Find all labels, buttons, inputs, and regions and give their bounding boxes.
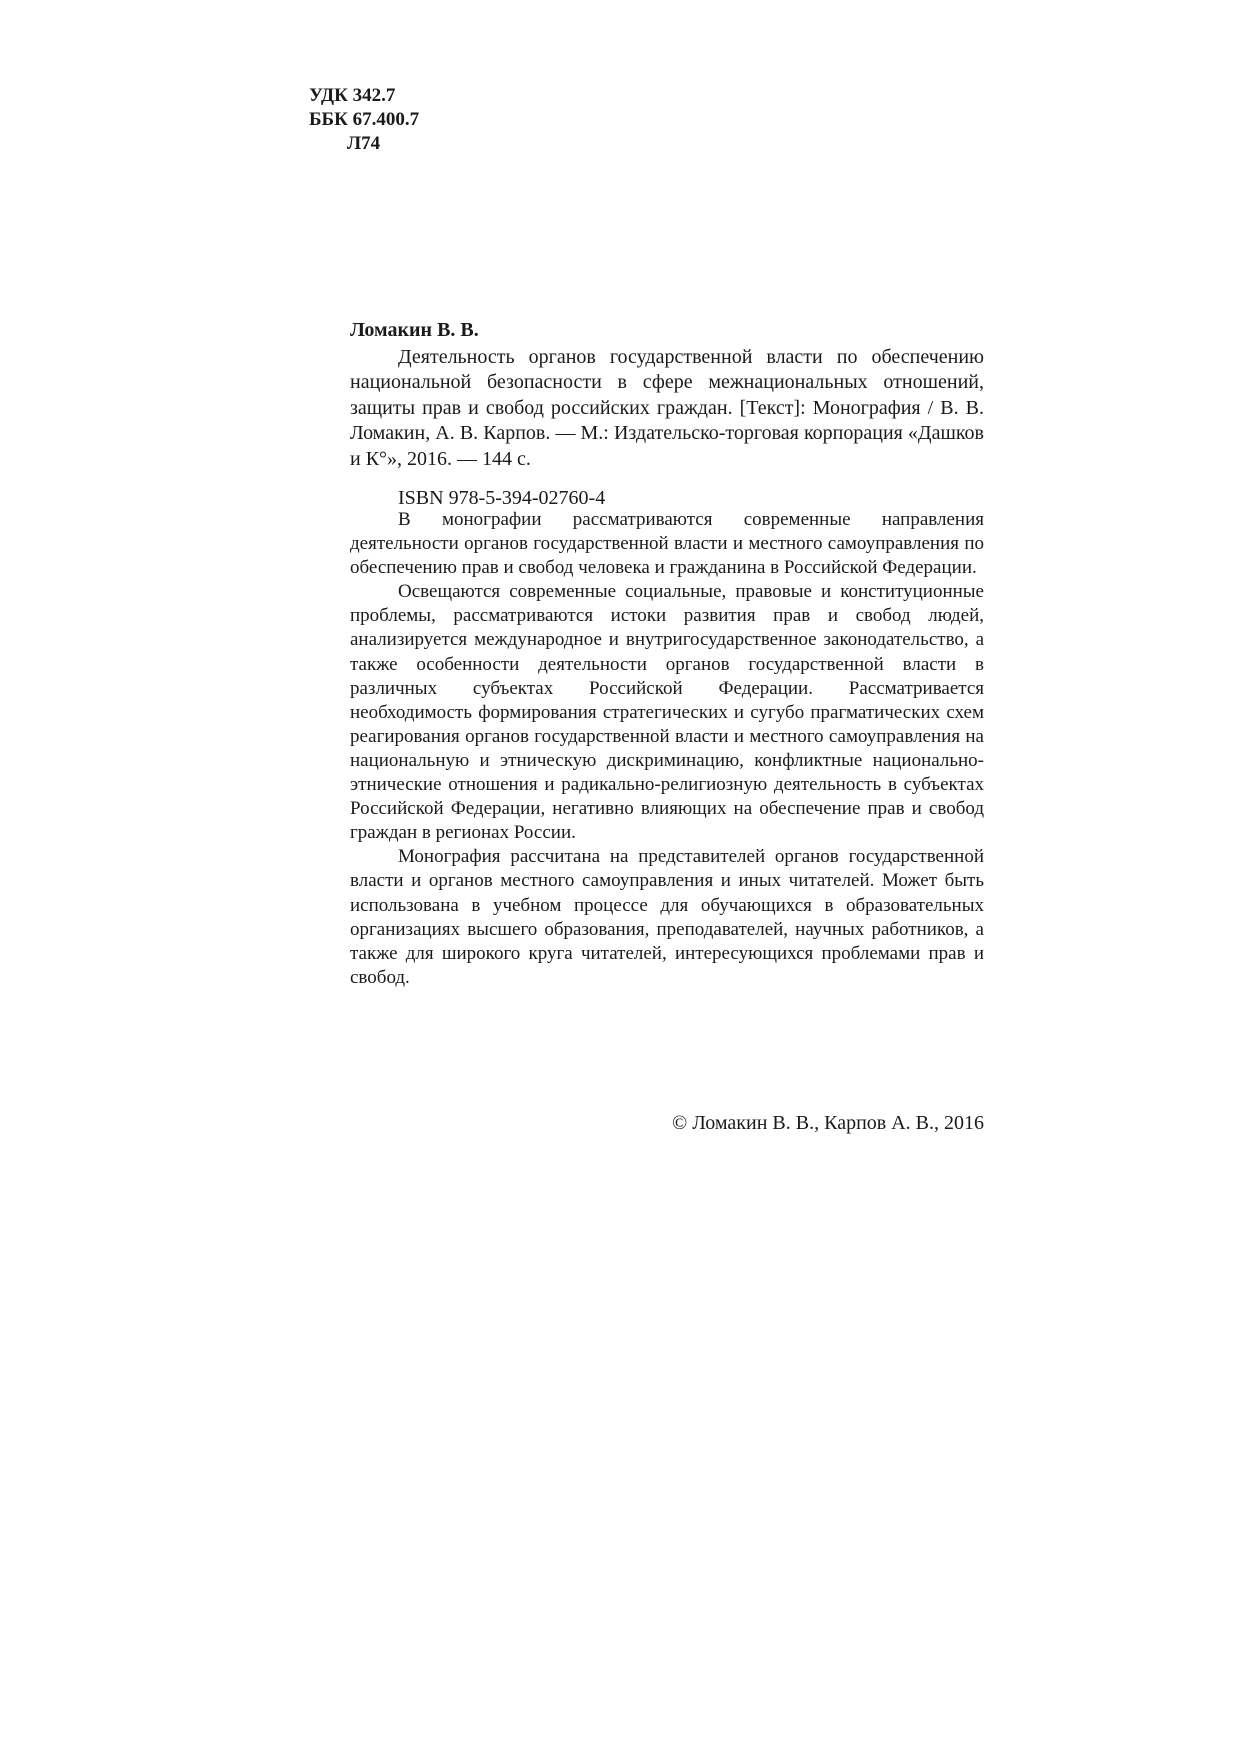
abstract bbox=[350, 508, 984, 990]
abstract-paragraph: Монография рассчитана на представителей органов государственной власти и органов местного самоуправления и иных читателей. Может быть использована в учебном процессе для обучающихся в образовательных организациях высшего образования, преподавателей, научных работников, а также для широкого круга читателей, интересующихся проблемами прав и свобод. bbox=[350, 846, 984, 988]
udk-code: УДК 342.7 bbox=[309, 85, 396, 106]
classification-block bbox=[309, 84, 419, 156]
bibliographic-description: Деятельность органов государственной власти по обеспечению национальной безопасности в сфере межнациональных отношений, защиты прав и свобод российских граждан. [Текст]: Монография / В. В. Ломакин, А. В. Карпов. — М.: Издательско-торговая корпорация «Дашков и К°», 2016. — 144 с. bbox=[350, 345, 984, 470]
abstract-paragraph: В монографии рассматриваются современные направления деятельности органов государственной власти и местного самоуправления по обеспечению прав и свобод человека и гражданина в Российской Федерации. bbox=[350, 509, 984, 579]
bbk-code: ББК 67.400.7 bbox=[309, 109, 420, 130]
abstract-paragraph: Освещаются современные социальные, правовые и конституционные проблемы, рассматриваются истоки развития прав и свобод людей, анализируется международное и внутригосударственное законодательство, а также особенности деятельности органов государственной власти в различных субъектах Российской Федерации. Рассматривается необходимость формирования стратегических и сугубо прагматических схем реагирования органов государственной власти и местного самоуправления на национальную и этническую дискриминацию, конфликтные национально-этнические отношения и радикально-религиозную деятельность в субъектах Российской Федерации, негативно влияющих на обеспечение прав и свобод граждан в регионах России. bbox=[350, 581, 984, 844]
bibliographic-record bbox=[350, 318, 984, 512]
copyright-notice: © Ломакин В. В., Карпов А. В., 2016 bbox=[672, 1112, 984, 1134]
isbn: ISBN 978-5-394-02760-4 bbox=[398, 487, 606, 509]
record-author: Ломакин В. В. bbox=[350, 319, 479, 341]
author-sign: Л74 bbox=[347, 133, 381, 154]
